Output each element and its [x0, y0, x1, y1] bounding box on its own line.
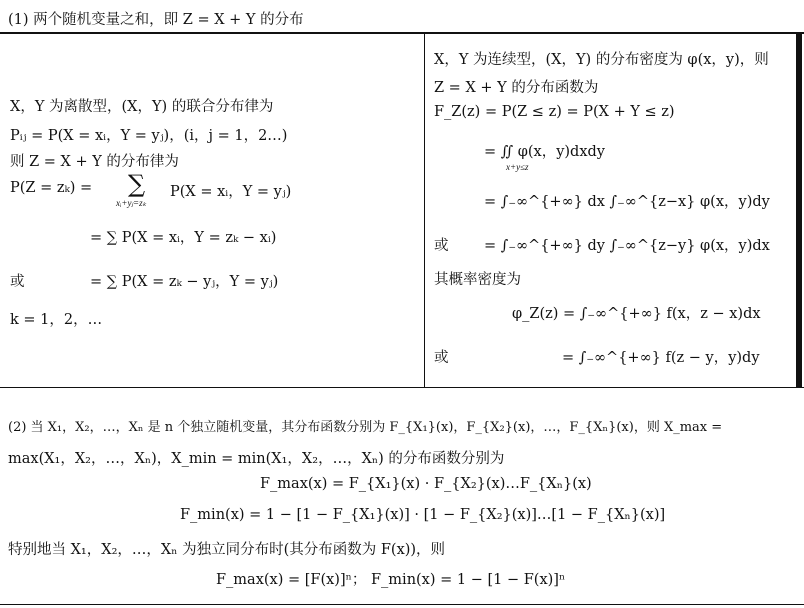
density-eq2: = ∫₋∞^{+∞} f(z − y，y)dy	[562, 350, 760, 366]
continuous-eq1: = ∬ φ(x，y)dxdy	[484, 144, 605, 160]
fmin-formula: F_min(x) = 1 − [1 − F_{X₁}(x)] · [1 − F_{X₂}(x)]…[1 − F_{Xₙ}(x)]	[180, 507, 666, 523]
discrete-eq2: = ∑ P(X = xᵢ，Y = zₖ − xᵢ)	[90, 230, 277, 246]
continuous-region: x+y≤z	[506, 162, 529, 172]
sum-index-1: xᵢ+yⱼ=zₖ	[116, 198, 147, 208]
continuous-eq2: = ∫₋∞^{+∞} dx ∫₋∞^{z−x} φ(x，y)dy	[484, 194, 770, 210]
discrete-or: 或	[10, 274, 25, 290]
top-rule	[0, 32, 804, 34]
discrete-eq3: = ∑ P(X = zₖ − yⱼ，Y = yⱼ)	[90, 274, 279, 290]
discrete-intro: X，Y 为离散型，(X，Y) 的联合分布律为	[10, 99, 274, 115]
part2-line2: max(X₁，X₂，…，Xₙ)，X_min = min(X₁，X₂，…，Xₙ) 的分布函数分别为	[8, 451, 505, 467]
part2-line1: (2) 当 X₁，X₂，…，Xₙ 是 n 个独立随机变量，其分布函数分别为 F_{X₁}(x)，F_{X₂}(x)，…，F_{Xₙ}(x)，则 X_max =	[8, 420, 723, 435]
part2-iid: 特别地当 X₁，X₂，…，Xₙ 为独立同分布时(其分布函数为 F(x))，则	[8, 542, 446, 558]
discrete-then: 则 Z = X + Y 的分布律为	[10, 154, 179, 170]
density-eq1: φ_Z(z) = ∫₋∞^{+∞} f(x，z − x)dx	[512, 306, 761, 322]
discrete-k-range: k = 1，2，…	[10, 312, 103, 328]
discrete-eq1-lhs: P(Z = zₖ) =	[10, 180, 93, 196]
middle-rule	[0, 387, 804, 388]
discrete-joint-law: Pᵢⱼ = P(X = xᵢ，Y = yⱼ)，(i，j = 1，2…)	[10, 128, 288, 144]
sum-symbol-1: ∑	[128, 170, 146, 198]
density-or: 或	[434, 350, 449, 366]
density-label: 其概率密度为	[434, 272, 521, 288]
continuous-eq3: = ∫₋∞^{+∞} dy ∫₋∞^{z−y} φ(x，y)dx	[484, 238, 770, 254]
continuous-intro: X，Y 为连续型，(X，Y) 的分布密度为 φ(x，y)，则	[434, 52, 769, 68]
bottom-rule	[0, 604, 804, 605]
section-header: (1) 两个随机变量之和，即 Z = X + Y 的分布	[8, 12, 304, 28]
continuous-fz: F_Z(z) = P(Z ≤ z) = P(X + Y ≤ z)	[434, 104, 675, 120]
continuous-dist-fn: Z = X + Y 的分布函数为	[434, 80, 599, 96]
discrete-eq1-rhs: P(X = xᵢ，Y = yⱼ)	[170, 184, 292, 200]
iid-formulas: F_max(x) = [F(x)]ⁿ； F_min(x) = 1 − [1 − F(x)]ⁿ	[216, 572, 566, 588]
fmax-formula: F_max(x) = F_{X₁}(x) · F_{X₂}(x)…F_{Xₙ}(x)	[260, 476, 592, 492]
column-divider	[424, 33, 425, 388]
right-edge-rule	[796, 32, 802, 387]
continuous-or: 或	[434, 238, 449, 254]
